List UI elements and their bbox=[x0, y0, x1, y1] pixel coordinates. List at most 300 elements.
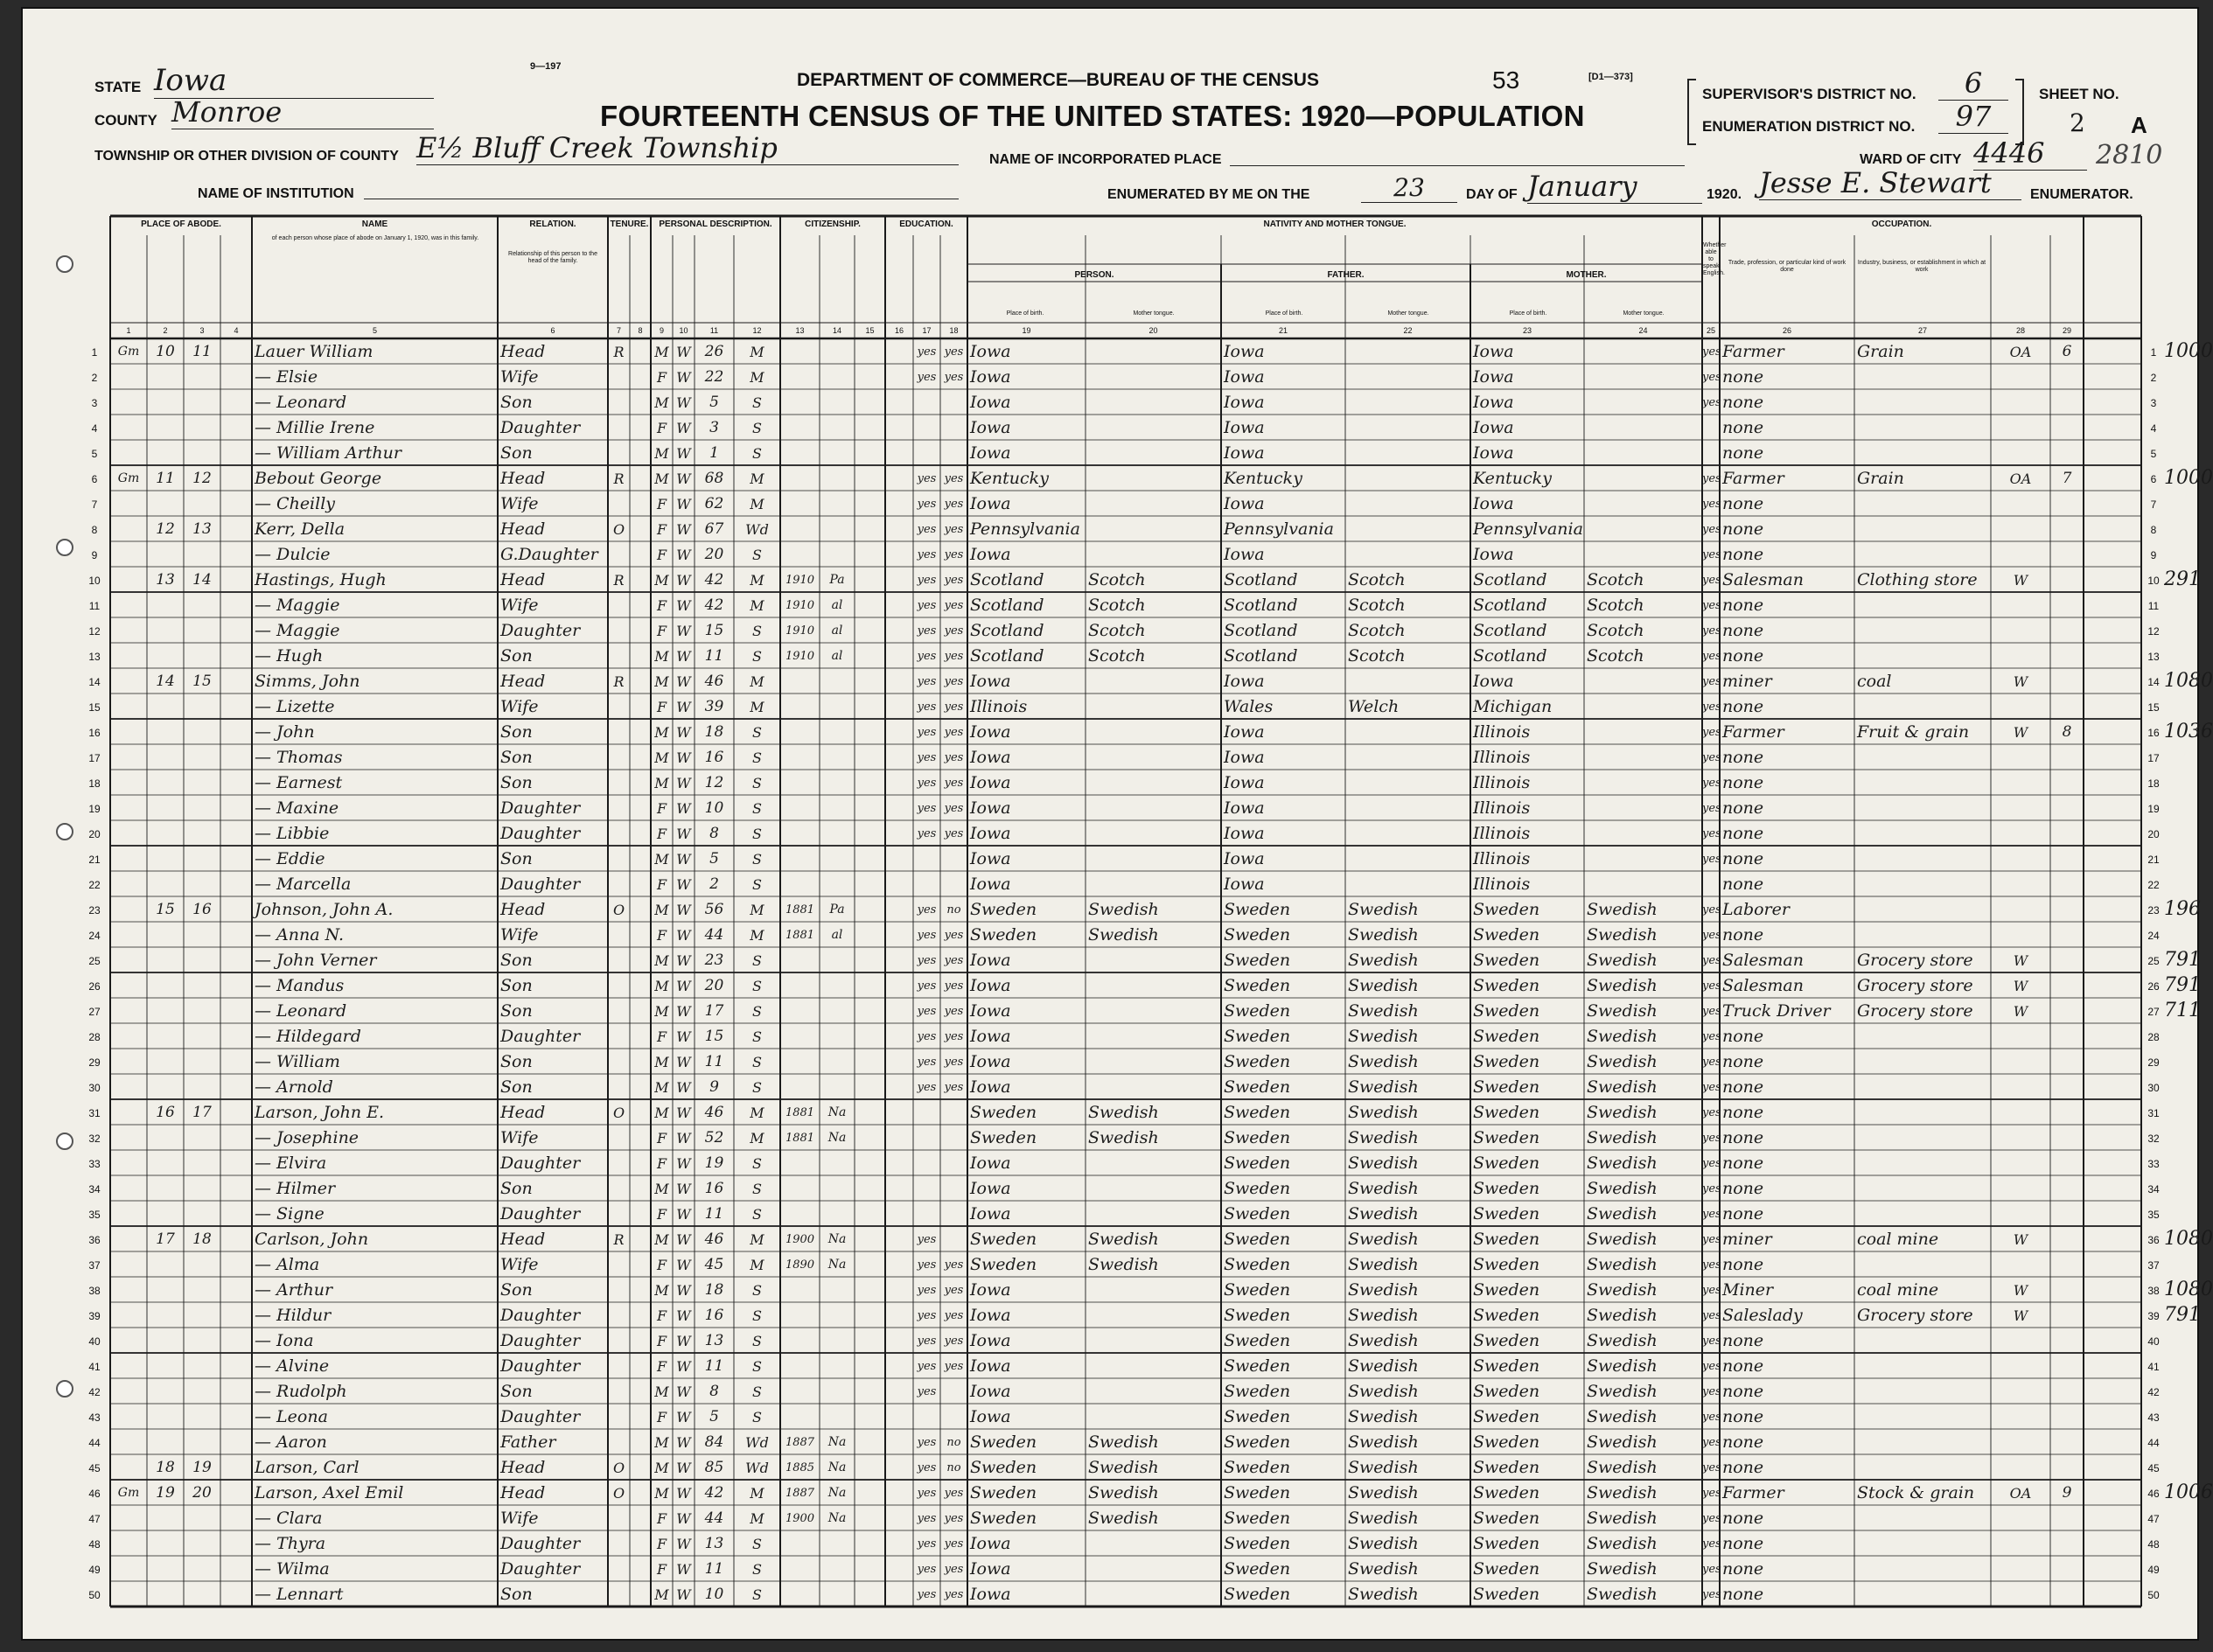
cell-fbp: Sweden bbox=[1224, 1382, 1291, 1401]
cell-name: — William bbox=[255, 1052, 340, 1071]
cell-race: W bbox=[676, 445, 691, 462]
cell-mmt: Swedish bbox=[1587, 976, 1658, 995]
cell-age: 46 bbox=[704, 673, 724, 690]
cell-yr: 1910 bbox=[785, 624, 815, 638]
cell-mbp: Sweden bbox=[1473, 1204, 1540, 1223]
institution-line bbox=[364, 198, 959, 199]
cell-ten: R bbox=[613, 344, 625, 360]
cell-read: yes bbox=[917, 1030, 937, 1043]
sheet-value: 2 bbox=[2070, 108, 2085, 137]
cell-dw: 15 bbox=[156, 901, 175, 918]
cell-sex: M bbox=[654, 445, 669, 462]
cell-nat: al bbox=[831, 624, 843, 638]
group-citizenship: CITIZENSHIP. bbox=[805, 220, 861, 229]
table-row bbox=[88, 1353, 2160, 1378]
cell-mmt: Swedish bbox=[1587, 1001, 1658, 1021]
sheet-label: SHEET NO. bbox=[2039, 86, 2119, 102]
cell-race: W bbox=[676, 826, 691, 842]
cell-fbp: Sweden bbox=[1224, 1280, 1291, 1300]
cell-age: 2 bbox=[709, 875, 719, 893]
cell-mar: S bbox=[752, 978, 762, 994]
cell-eng: yes bbox=[1702, 1258, 1721, 1272]
trade-header: Trade, profession, or particular kind of work done bbox=[1728, 260, 1846, 273]
cell-sex: F bbox=[656, 1333, 667, 1349]
cell-occ: none bbox=[1722, 1204, 1764, 1223]
cell-bp: Iowa bbox=[970, 798, 1011, 818]
line-number-left: 37 bbox=[88, 1259, 101, 1272]
cell-fbp: Iowa bbox=[1224, 722, 1265, 742]
line-number-right: 34 bbox=[2147, 1183, 2160, 1195]
table-row bbox=[91, 440, 2157, 465]
cell-eng: yes bbox=[1702, 650, 1721, 663]
margin-code: 1006 bbox=[2164, 1481, 2213, 1503]
person-tongue-header: Mother tongue. bbox=[1133, 310, 1175, 317]
cell-fmt: Swedish bbox=[1348, 951, 1419, 970]
table-row bbox=[88, 1480, 2213, 1505]
cell-eng: yes bbox=[1702, 624, 1721, 638]
cell-bp: Iowa bbox=[970, 1027, 1011, 1046]
cell-ten: R bbox=[613, 1231, 625, 1248]
cell-write: yes bbox=[944, 1360, 964, 1373]
cell-read: yes bbox=[917, 650, 937, 663]
cell-read: yes bbox=[917, 777, 937, 790]
cell-mt: Swedish bbox=[1088, 1483, 1159, 1502]
cell-sex: F bbox=[656, 1536, 667, 1552]
cell-eng: yes bbox=[1702, 498, 1721, 511]
cell-fbp: Pennsylvania bbox=[1224, 519, 1334, 539]
column-number: 28 bbox=[2015, 326, 2025, 335]
line-number-right: 39 bbox=[2147, 1310, 2160, 1322]
line-number-left: 25 bbox=[88, 955, 101, 967]
father-tongue-header: Mother tongue. bbox=[1387, 310, 1429, 317]
line-number-left: 14 bbox=[88, 676, 101, 688]
cell-write: no bbox=[946, 1436, 961, 1449]
line-number-right: 44 bbox=[2147, 1437, 2160, 1449]
cell-race: W bbox=[676, 521, 691, 538]
cell-fam: 13 bbox=[192, 520, 212, 538]
cell-mar: M bbox=[750, 344, 764, 360]
line-number-left: 32 bbox=[88, 1133, 101, 1145]
cell-mmt: Swedish bbox=[1587, 1483, 1658, 1502]
cell-age: 3 bbox=[709, 419, 719, 436]
cell-race: W bbox=[676, 1333, 691, 1349]
cell-rel: Son bbox=[500, 1001, 533, 1021]
cell-fam: 17 bbox=[192, 1104, 212, 1121]
line-number-right: 5 bbox=[2150, 448, 2157, 460]
cell-race: W bbox=[676, 1282, 691, 1299]
line-number-right: 8 bbox=[2150, 524, 2157, 536]
line-number-left: 42 bbox=[88, 1386, 101, 1398]
cell-age: 10 bbox=[704, 1586, 724, 1603]
line-number-right: 48 bbox=[2147, 1538, 2160, 1551]
cell-read: yes bbox=[917, 802, 937, 815]
cell-mbp: Sweden bbox=[1473, 1585, 1540, 1604]
table-row bbox=[88, 1049, 2160, 1074]
cell-name: — Lennart bbox=[255, 1585, 344, 1604]
cell-fmt: Scotch bbox=[1348, 596, 1406, 615]
cell-write: yes bbox=[944, 1081, 964, 1094]
cell-eng: yes bbox=[1702, 777, 1721, 790]
line-number-left: 9 bbox=[91, 549, 98, 561]
cell-cls: W bbox=[2013, 1003, 2028, 1020]
cell-nat: Na bbox=[827, 1486, 847, 1500]
cell-mbp: Sweden bbox=[1473, 1559, 1540, 1579]
cell-mmt: Swedish bbox=[1587, 1027, 1658, 1046]
cell-name: — Alma bbox=[255, 1255, 320, 1274]
cell-fbp: Iowa bbox=[1224, 773, 1265, 792]
line-number-right: 50 bbox=[2147, 1589, 2160, 1601]
cell-age: 15 bbox=[704, 1028, 724, 1045]
cell-write: yes bbox=[944, 371, 964, 384]
cell-name: — Maxine bbox=[255, 798, 339, 818]
cell-sex: M bbox=[654, 572, 669, 589]
cell-age: 11 bbox=[704, 1053, 724, 1070]
cell-sex: M bbox=[654, 775, 669, 791]
cell-ten: O bbox=[612, 1485, 625, 1502]
county-value: Monroe bbox=[171, 95, 434, 129]
cell-eng: yes bbox=[1702, 1233, 1721, 1246]
cell-read: yes bbox=[917, 523, 937, 536]
cell-mmt: Swedish bbox=[1587, 1331, 1658, 1350]
line-number-left: 33 bbox=[88, 1158, 101, 1170]
cell-write: yes bbox=[944, 979, 964, 993]
line-number-right: 47 bbox=[2147, 1513, 2160, 1525]
cell-mar: S bbox=[752, 1307, 762, 1324]
column-number: 29 bbox=[2062, 326, 2071, 335]
cell-read: yes bbox=[917, 1360, 937, 1373]
cell-occ: none bbox=[1722, 697, 1764, 716]
cell-fbp: Sweden bbox=[1224, 1052, 1291, 1071]
census-title: FOURTEENTH CENSUS OF THE UNITED STATES: 1920—POPULATION bbox=[600, 100, 1585, 132]
cell-bp: Iowa bbox=[970, 1077, 1011, 1097]
cell-race: W bbox=[676, 1181, 691, 1197]
cell-name: — Arthur bbox=[255, 1280, 333, 1300]
cell-cls: OA bbox=[2009, 471, 2032, 487]
column-number: 20 bbox=[1148, 326, 1158, 335]
cell-mbp: Michigan bbox=[1473, 697, 1553, 716]
enumeration-value: 97 bbox=[1938, 100, 2008, 134]
table-row bbox=[91, 541, 2157, 567]
cell-fmt: Swedish bbox=[1348, 1306, 1419, 1325]
cell-eng: yes bbox=[1702, 1385, 1721, 1398]
cell-sex: F bbox=[656, 1561, 667, 1578]
cell-read: yes bbox=[917, 1461, 937, 1474]
cell-sex: F bbox=[656, 547, 667, 563]
cell-age: 16 bbox=[704, 1180, 724, 1197]
line-number-left: 7 bbox=[91, 498, 98, 511]
cell-read: yes bbox=[917, 624, 937, 638]
cell-mbp: Sweden bbox=[1473, 1458, 1540, 1477]
cell-write: yes bbox=[944, 1335, 964, 1348]
cell-fbp: Scotland bbox=[1224, 621, 1298, 640]
cell-fmt: Swedish bbox=[1348, 1559, 1419, 1579]
table-row bbox=[88, 1099, 2160, 1125]
cell-bp: Sweden bbox=[970, 1483, 1037, 1502]
cell-bp: Iowa bbox=[970, 976, 1011, 995]
cell-street: Gm bbox=[117, 471, 140, 485]
cell-mt: Swedish bbox=[1088, 1509, 1159, 1528]
day-of-label: DAY OF bbox=[1466, 187, 1518, 202]
cell-read: yes bbox=[917, 371, 937, 384]
cell-race: W bbox=[676, 699, 691, 715]
enumerated-month: January bbox=[1527, 170, 1702, 204]
cell-name: — Alvine bbox=[255, 1356, 330, 1376]
cell-yr: 1881 bbox=[785, 1106, 815, 1119]
table-row bbox=[88, 947, 2201, 972]
line-number-left: 34 bbox=[88, 1183, 101, 1195]
table-row bbox=[88, 1378, 2160, 1404]
cell-eng: yes bbox=[1702, 599, 1721, 612]
cell-mar: S bbox=[752, 851, 762, 868]
subgroup-person: PERSON. bbox=[1074, 270, 1114, 280]
cell-mbp: Kentucky bbox=[1473, 469, 1552, 488]
cell-fmt: Scotch bbox=[1348, 621, 1406, 640]
cell-mar: S bbox=[752, 1155, 762, 1172]
cell-fbp: Scotland bbox=[1224, 570, 1298, 589]
cell-eng: yes bbox=[1702, 954, 1721, 967]
cell-bp: Scotland bbox=[970, 596, 1044, 615]
cell-name: Hastings, Hugh bbox=[255, 570, 387, 589]
cell-mar: S bbox=[752, 1561, 762, 1578]
cell-name: Johnson, John A. bbox=[255, 900, 394, 919]
cell-fbp: Sweden bbox=[1224, 1204, 1291, 1223]
cell-name: — Cheilly bbox=[255, 494, 336, 513]
cell-occ: Farmer bbox=[1722, 1483, 1784, 1502]
cell-fbp: Sweden bbox=[1224, 1255, 1291, 1274]
cell-write: yes bbox=[944, 345, 964, 359]
line-number-right: 1 bbox=[2150, 346, 2157, 359]
cell-race: W bbox=[676, 572, 691, 589]
line-number-right: 9 bbox=[2150, 549, 2157, 561]
line-number-left: 5 bbox=[91, 448, 98, 460]
cell-race: W bbox=[676, 1054, 691, 1070]
cell-rel: Daughter bbox=[500, 1559, 581, 1579]
cell-race: W bbox=[676, 648, 691, 665]
cell-fbp: Iowa bbox=[1224, 824, 1265, 843]
cell-ind: Grocery store bbox=[1857, 976, 1973, 995]
cell-occ: none bbox=[1722, 494, 1764, 513]
cell-eng: yes bbox=[1702, 548, 1721, 561]
cell-race: W bbox=[676, 1257, 691, 1273]
cell-fmt: Swedish bbox=[1348, 1458, 1419, 1477]
cell-mt: Swedish bbox=[1088, 925, 1159, 944]
cell-mar: M bbox=[750, 1510, 764, 1527]
column-number: 16 bbox=[894, 326, 904, 335]
cell-fbp: Iowa bbox=[1224, 748, 1265, 767]
cell-bp: Iowa bbox=[970, 1585, 1011, 1604]
relation-col-desc: Relationship of this person to the head of the family. bbox=[508, 251, 597, 264]
cell-sex: M bbox=[654, 1586, 669, 1603]
cell-rel: Son bbox=[500, 849, 533, 868]
table-row bbox=[88, 820, 2160, 846]
line-number-left: 16 bbox=[88, 727, 101, 739]
cell-fam: 12 bbox=[192, 470, 212, 487]
cell-sex: F bbox=[656, 1257, 667, 1273]
cell-fmt: Swedish bbox=[1348, 1255, 1419, 1274]
cell-fmt: Swedish bbox=[1348, 1432, 1419, 1452]
cell-mbp: Sweden bbox=[1473, 1407, 1540, 1426]
cell-yr: 1910 bbox=[785, 574, 815, 587]
cell-fbp: Wales bbox=[1224, 697, 1274, 716]
cell-read: yes bbox=[917, 1258, 937, 1272]
cell-fmt: Swedish bbox=[1348, 1585, 1419, 1604]
cell-bp: Sweden bbox=[970, 1509, 1037, 1528]
punch-hole bbox=[56, 539, 73, 556]
table-row bbox=[88, 567, 2201, 592]
column-number: 23 bbox=[1522, 326, 1532, 335]
cell-yr: 1881 bbox=[785, 929, 815, 942]
cell-rel: Son bbox=[500, 722, 533, 742]
cell-dw: 12 bbox=[156, 520, 175, 538]
cell-nat: Na bbox=[827, 1258, 847, 1272]
cell-bp: Iowa bbox=[970, 672, 1011, 691]
line-number-left: 30 bbox=[88, 1082, 101, 1094]
line-number-right: 11 bbox=[2147, 600, 2160, 612]
cell-sex: F bbox=[656, 623, 667, 639]
cell-age: 85 bbox=[704, 1459, 724, 1476]
cell-rel: Son bbox=[500, 1052, 533, 1071]
cell-fmt: Swedish bbox=[1348, 1382, 1419, 1401]
cell-bp: Iowa bbox=[970, 1179, 1011, 1198]
cell-bp: Iowa bbox=[970, 1001, 1011, 1021]
cell-rel: Head bbox=[500, 900, 546, 919]
column-number: 5 bbox=[372, 326, 377, 335]
cell-occ: none bbox=[1722, 1179, 1764, 1198]
cell-sex: M bbox=[654, 1181, 669, 1197]
cell-age: 5 bbox=[709, 394, 719, 411]
cell-occ: none bbox=[1722, 1432, 1764, 1452]
cell-name: — Lizette bbox=[255, 697, 335, 716]
cell-rel: Daughter bbox=[500, 875, 581, 894]
column-number: 15 bbox=[865, 326, 875, 335]
cell-street: Gm bbox=[117, 1486, 140, 1500]
cell-race: W bbox=[676, 1155, 691, 1172]
cell-write: yes bbox=[944, 1258, 964, 1272]
census-sheet bbox=[21, 7, 2213, 1641]
cell-farm: 6 bbox=[2062, 343, 2072, 360]
cell-mbp: Pennsylvania bbox=[1473, 519, 1583, 539]
cell-occ: none bbox=[1722, 1255, 1764, 1274]
cell-name: — Signe bbox=[255, 1204, 325, 1223]
cell-fbp: Sweden bbox=[1224, 1483, 1291, 1502]
cell-sex: F bbox=[656, 1155, 667, 1172]
cell-rel: Wife bbox=[500, 1255, 539, 1274]
cell-mar: M bbox=[750, 673, 764, 690]
cell-occ: none bbox=[1722, 621, 1764, 640]
cell-occ: none bbox=[1722, 646, 1764, 666]
cell-mbp: Scotland bbox=[1473, 596, 1547, 615]
column-number: 17 bbox=[922, 326, 932, 335]
cell-mmt: Swedish bbox=[1587, 1103, 1658, 1122]
cell-nat: Na bbox=[827, 1131, 847, 1145]
cell-name: — Hildegard bbox=[255, 1027, 361, 1046]
cell-write: yes bbox=[944, 624, 964, 638]
line-number-left: 48 bbox=[88, 1538, 101, 1551]
cell-mmt: Scotch bbox=[1587, 621, 1644, 640]
line-number-left: 44 bbox=[88, 1437, 101, 1449]
cell-occ: none bbox=[1722, 773, 1764, 792]
cell-mt: Swedish bbox=[1088, 1230, 1159, 1249]
cell-sex: M bbox=[654, 344, 669, 360]
table-row bbox=[91, 465, 2213, 491]
cell-mbp: Sweden bbox=[1473, 900, 1540, 919]
cell-ten: O bbox=[612, 1460, 625, 1476]
cell-eng: yes bbox=[1702, 1335, 1721, 1348]
cell-race: W bbox=[676, 1105, 691, 1121]
cell-race: W bbox=[676, 1586, 691, 1603]
cell-race: W bbox=[676, 420, 691, 436]
column-number: 11 bbox=[709, 326, 719, 335]
cell-occ: none bbox=[1722, 1128, 1764, 1147]
cell-eng: yes bbox=[1702, 929, 1721, 942]
line-number-left: 18 bbox=[88, 777, 101, 790]
cell-sex: M bbox=[654, 1384, 669, 1400]
line-number-left: 23 bbox=[88, 904, 101, 917]
cell-mbp: Illinois bbox=[1473, 773, 1531, 792]
cell-ten: O bbox=[612, 1105, 625, 1121]
column-number: 18 bbox=[949, 326, 959, 335]
cell-sex: M bbox=[654, 1105, 669, 1121]
cell-fam: 14 bbox=[192, 571, 212, 589]
table-row bbox=[88, 1150, 2160, 1175]
cell-bp: Iowa bbox=[970, 418, 1011, 437]
cell-name: — Aaron bbox=[255, 1432, 327, 1452]
cell-race: W bbox=[676, 547, 691, 563]
cell-eng: yes bbox=[1702, 396, 1721, 409]
cell-fbp: Iowa bbox=[1224, 367, 1265, 387]
cell-fbp: Sweden bbox=[1224, 1534, 1291, 1553]
table-row bbox=[91, 491, 2157, 516]
cell-age: 39 bbox=[704, 698, 724, 715]
cell-occ: none bbox=[1722, 1509, 1764, 1528]
cell-fam: 11 bbox=[192, 343, 212, 360]
table-row bbox=[88, 998, 2201, 1023]
cell-name: — Earnest bbox=[255, 773, 343, 792]
table-row bbox=[88, 744, 2160, 770]
table-row bbox=[88, 972, 2201, 998]
cell-mbp: Sweden bbox=[1473, 1154, 1540, 1173]
cell-dw: 14 bbox=[156, 673, 175, 690]
table-row bbox=[88, 922, 2160, 947]
cell-sex: F bbox=[656, 927, 667, 944]
line-number-left: 35 bbox=[88, 1209, 101, 1221]
punch-hole bbox=[56, 255, 73, 273]
cell-mmt: Swedish bbox=[1587, 1585, 1658, 1604]
cell-mmt: Swedish bbox=[1587, 1534, 1658, 1553]
cell-rel: Head bbox=[500, 469, 546, 488]
cell-mar: S bbox=[752, 445, 762, 462]
cell-race: W bbox=[676, 673, 691, 690]
column-number: 6 bbox=[550, 326, 555, 335]
cell-mar: S bbox=[752, 1054, 762, 1070]
line-number-right: 10 bbox=[2147, 575, 2160, 587]
cell-write: yes bbox=[944, 1563, 964, 1576]
table-row bbox=[88, 1429, 2160, 1454]
line-number-right: 12 bbox=[2147, 625, 2160, 638]
cell-mmt: Swedish bbox=[1587, 900, 1658, 919]
cell-write: yes bbox=[944, 802, 964, 815]
cell-dw: 19 bbox=[156, 1484, 175, 1502]
table-row bbox=[88, 668, 2213, 694]
cell-sex: F bbox=[656, 1358, 667, 1375]
cell-read: yes bbox=[917, 498, 937, 511]
cell-mmt: Swedish bbox=[1587, 1179, 1658, 1198]
cell-read: yes bbox=[917, 1512, 937, 1525]
cell-name: — Iona bbox=[255, 1331, 314, 1350]
cell-occ: Salesman bbox=[1722, 951, 1804, 970]
cell-occ: none bbox=[1722, 443, 1764, 463]
cell-fmt: Swedish bbox=[1348, 1077, 1419, 1097]
